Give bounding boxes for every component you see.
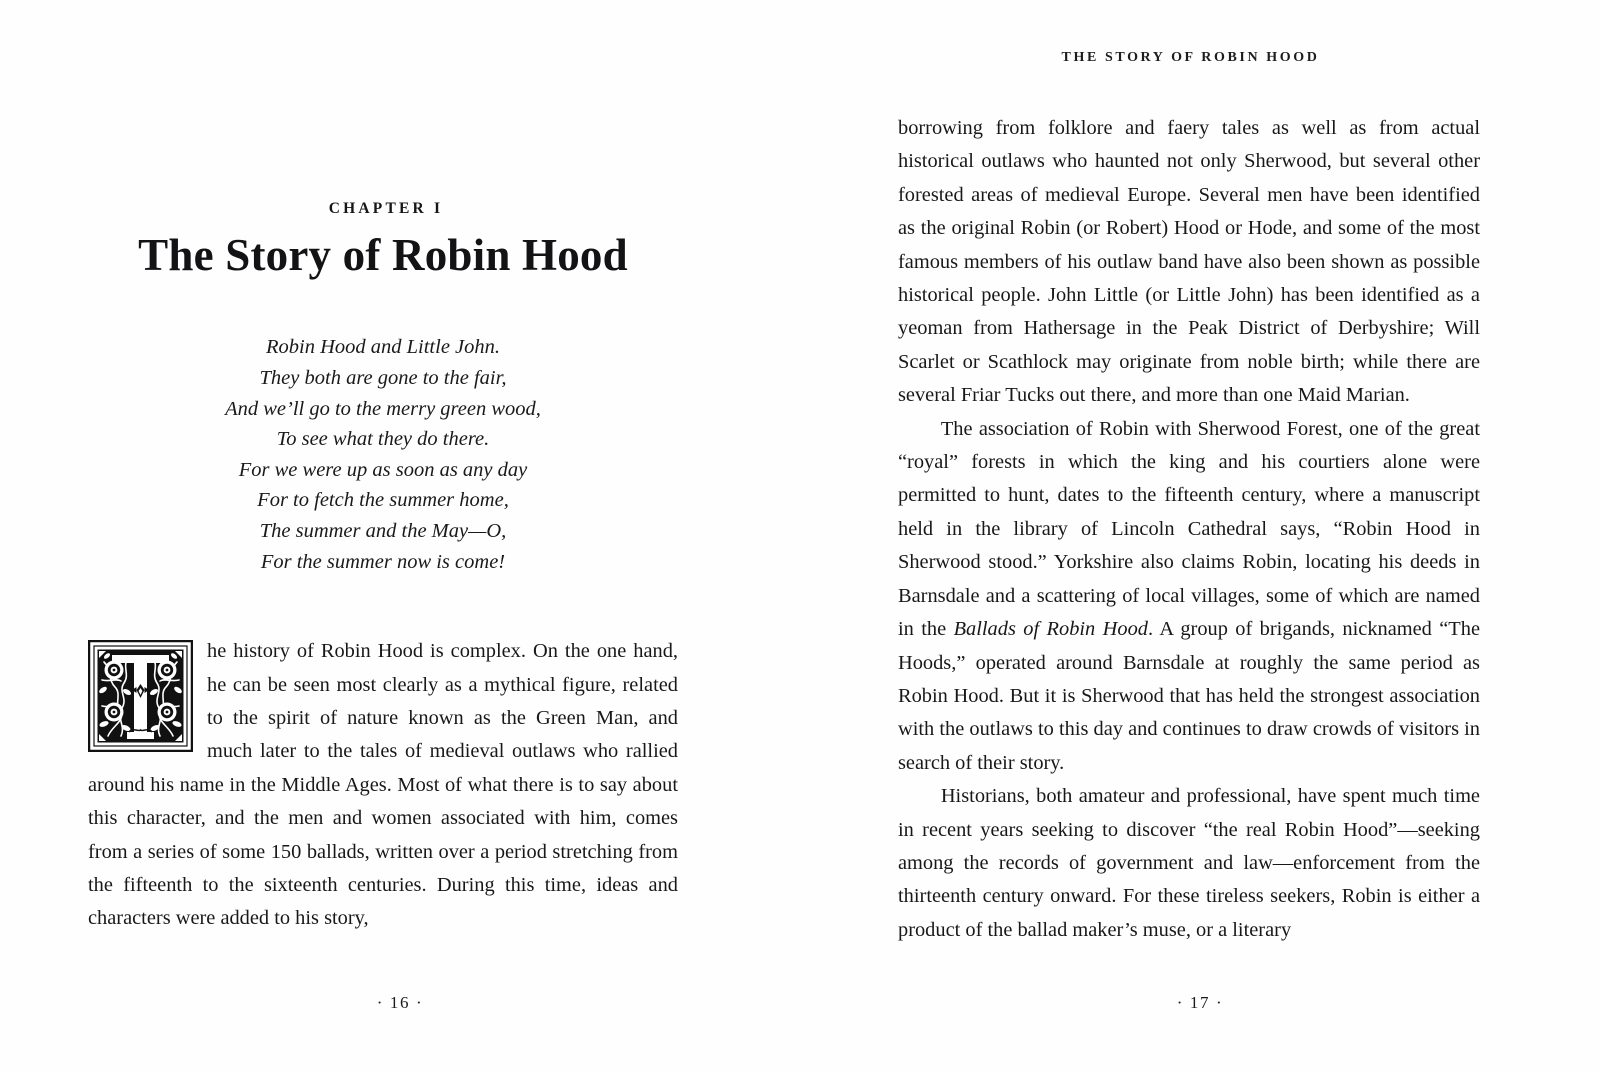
verso-body (88, 635, 678, 936)
page-recto (800, 0, 1600, 1073)
chapter-label: CHAPTER I (328, 200, 444, 217)
recto-body (898, 112, 1480, 947)
poem-line: For we were up as soon as any day (238, 458, 528, 481)
poem-line: For the summer now is come! (260, 550, 506, 573)
verso-paragraph: he history of Robin Hood is complex. On the one hand, he can be seen most clearly as a mythical figure, related to the spirit of nature known as the Green Man, and much later to the tales of medieval outlaws who rallied around his name in the Middle Ages. Most of what there is to say about this character, and the men and women associated with him, comes from a series of some 150 ballads, written over a period stretching from the fifteenth to the sixteenth centuries. During this time, ideas and characters were added to his story, (88, 640, 678, 930)
recto-text-block (898, 0, 1480, 1073)
page-number-verso: · 16 · (376, 993, 424, 1012)
page-number-recto: · 17 · (1176, 993, 1224, 1012)
paragraph-text-part: . A group of brigands, nicknamed “The Hoods,” operated around Barnsdale at roughly the same period as Robin Hood. But it is Sherwood that has held the strongest association with the outlaws to this day and continues to draw crowds of visitors in search of their story. (898, 618, 1481, 774)
epigraph-poem (88, 332, 678, 577)
recto-paragraph: Historians, both amateur and professional, have spent much time in recent years seeking to discover “the real Robin Hood”—seeking among the records of government and law—enforcement from the thirteenth century onward. For these tireless seekers, Robin is either a product of the ballad maker’s muse, or a literary (898, 785, 1480, 941)
page-title: The Story of Robin Hood (138, 230, 628, 280)
paragraph-text-part: The association of Robin with Sherwood Forest, one of the great “royal” forests in which the king and his courtiers alone were permitted to hunt, dates to the fifteenth century, where a manuscript held in the library of Lincoln Cathedral says, “Robin Hood in Sherwood stood.” Yorkshire also claims Robin, locating his deeds in Barnsdale and a scattering of local villages, some of which are named in the (898, 417, 1480, 641)
verso-text-block (88, 0, 678, 1073)
poem-line: For to fetch the summer home, (257, 489, 509, 512)
illuminated-dropcap-t-icon (88, 640, 193, 752)
poem-line: The summer and the May—O, (259, 519, 507, 542)
poem-line: Robin Hood and Little John. (265, 336, 501, 359)
recto-paragraph: borrowing from folklore and faery tales as well as from actual historical outlaws who haunted not only Sherwood, but several other forested areas of medieval Europe. Several men have been identified as the original Robin (or Robert) Hood or Hode, and some of the most famous members of his outlaw band have also been shown as possible historical people. John Little (or Little John) has been identified as a yeoman from Hathersage in the Peak District of Derbyshire; Will Scarlet or Scathlock may originate from noble birth; while there are several Friar Tucks out there, and more than one Maid Marian. (898, 117, 1480, 407)
recto-paragraph (898, 413, 1480, 780)
running-header: THE STORY OF ROBIN HOOD (1061, 50, 1320, 65)
poem-line: To see what they do there. (276, 428, 490, 451)
cited-work-title: Ballads of Robin Hood (953, 618, 1148, 641)
poem-line: And we’ll go to the merry green wood, (225, 397, 541, 420)
poem-line: They both are gone to the fair, (259, 366, 507, 389)
